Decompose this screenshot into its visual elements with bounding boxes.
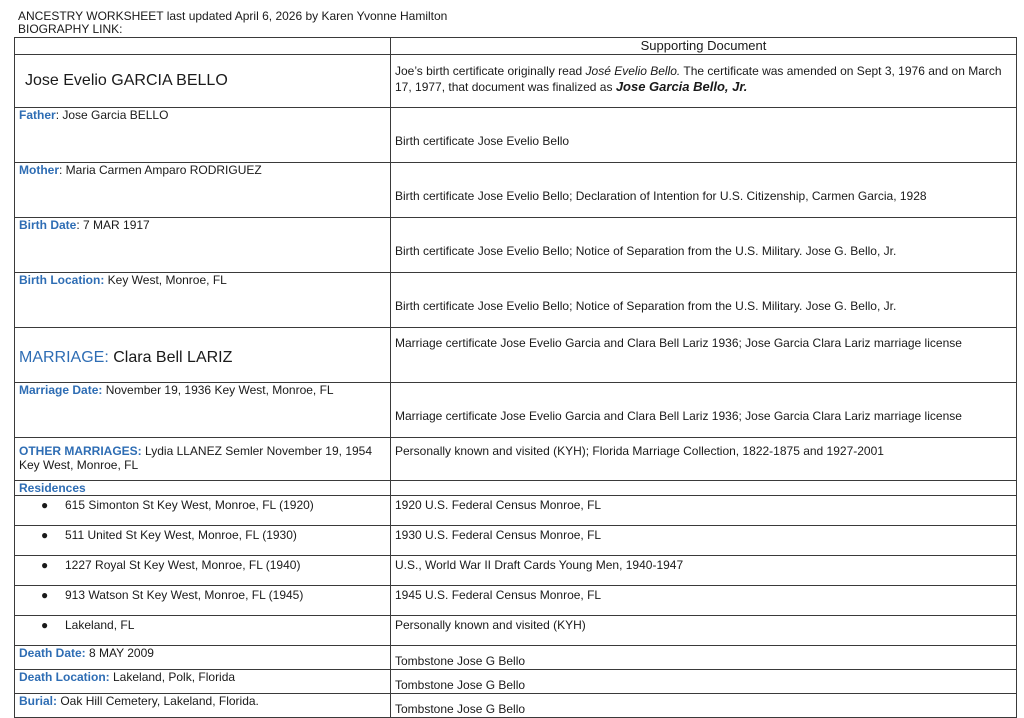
person-name: Jose Evelio GARCIA BELLO: [25, 72, 228, 89]
father-row: [15, 108, 1017, 163]
residence-cell: [15, 496, 391, 526]
marriage-date-label: Marriage Date:: [19, 383, 103, 397]
bullet-icon: ●: [41, 618, 49, 632]
biography-link-label: BIOGRAPHY LINK:: [18, 22, 123, 36]
birth-location-value: Key West, Monroe, FL: [104, 273, 227, 287]
birth-date-value: : 7 MAR 1917: [76, 218, 150, 232]
birth-location-doc: Birth certificate Jose Evelio Bello; Notice of Separation from the U.S. Military. Jose G. Bello, Jr.: [391, 273, 1017, 328]
mother-label: Mother: [19, 163, 59, 177]
residence-cell: [15, 616, 391, 646]
residences-header-empty: [391, 481, 1017, 496]
other-marriages-doc: Personally known and visited (KYH); Florida Marriage Collection, 1822-1875 and 1927-2001: [391, 438, 1017, 481]
residence-cell: [15, 526, 391, 556]
other-marriages-cell: [15, 438, 391, 481]
birth-location-row: [15, 273, 1017, 328]
marriage-value: Clara Bell LARIZ: [108, 349, 233, 366]
marriage-date-cell: [15, 383, 391, 438]
residence-row: [15, 616, 1017, 646]
name-row: [15, 55, 1017, 108]
birth-date-label: Birth Date: [19, 218, 77, 232]
residence-row: [15, 496, 1017, 526]
death-date-row: [15, 646, 1017, 670]
marriage-date-row: [15, 383, 1017, 438]
mother-cell: [15, 163, 391, 218]
residence-place: 511 United St Key West, Monroe, FL (1930): [65, 528, 297, 542]
name-doc-text: Joe’s birth certificate originally read: [395, 64, 586, 78]
residence-doc: Personally known and visited (KYH): [391, 616, 1017, 646]
bullet-icon: ●: [41, 558, 49, 572]
ancestry-table: [14, 37, 1017, 718]
residence-doc: U.S., World War II Draft Cards Young Men, 1940-1947: [391, 556, 1017, 586]
residence-cell: [15, 586, 391, 616]
marriage-date-doc: Marriage certificate Jose Evelio Garcia and Clara Bell Lariz 1936; Jose Garcia Clara Lariz marriage license: [391, 383, 1017, 438]
marriage-cell: [15, 328, 391, 383]
residence-row: [15, 586, 1017, 616]
original-name-italic: José Evelio Bello.: [585, 64, 681, 78]
death-location-label: Death Location:: [19, 670, 110, 684]
father-doc: Birth certificate Jose Evelio Bello: [391, 108, 1017, 163]
birth-date-doc: Birth certificate Jose Evelio Bello; Notice of Separation from the U.S. Military. Jose G. Bello, Jr.: [391, 218, 1017, 273]
worksheet-header: [18, 10, 447, 36]
death-date-doc: Tombstone Jose G Bello: [391, 646, 1017, 670]
birth-location-cell: [15, 273, 391, 328]
burial-cell: [15, 694, 391, 718]
residence-doc: 1930 U.S. Federal Census Monroe, FL: [391, 526, 1017, 556]
other-marriages-row: [15, 438, 1017, 481]
person-name-cell: [15, 55, 391, 108]
birth-date-cell: [15, 218, 391, 273]
table-header-row: [15, 38, 1017, 55]
name-doc-text-2: The certificate was amended on Sept 3, 1976 and on March 17, 1977, that document was finalized as: [395, 64, 1002, 94]
death-date-cell: [15, 646, 391, 670]
residences-label: Residences: [19, 481, 86, 495]
birth-date-row: [15, 218, 1017, 273]
death-location-row: [15, 670, 1017, 694]
birth-location-label: Birth Location:: [19, 273, 105, 287]
marriage-label: MARRIAGE:: [19, 349, 109, 366]
father-value: : Jose Garcia BELLO: [55, 108, 169, 122]
other-marriages-value: Lydia LLANEZ Semler November 19, 1954 Key West, Monroe, FL: [19, 444, 373, 472]
death-location-value: Lakeland, Polk, Florida: [109, 670, 236, 684]
burial-doc: Tombstone Jose G Bello: [391, 694, 1017, 718]
residence-doc: 1945 U.S. Federal Census Monroe, FL: [391, 586, 1017, 616]
header-empty-cell: [15, 38, 391, 55]
death-date-value: 8 MAY 2009: [85, 646, 154, 660]
residence-place: 615 Simonton St Key West, Monroe, FL (1920): [65, 498, 314, 512]
death-location-doc: Tombstone Jose G Bello: [391, 670, 1017, 694]
burial-label: Burial:: [19, 694, 58, 708]
worksheet-title: ANCESTRY WORKSHEET last updated April 6, 2026 by Karen Yvonne Hamilton: [18, 9, 448, 23]
name-doc-cell: [391, 55, 1017, 108]
marriage-doc: Marriage certificate Jose Evelio Garcia and Clara Bell Lariz 1936; Jose Garcia Clara Lariz marriage license: [391, 328, 1017, 383]
mother-doc: Birth certificate Jose Evelio Bello; Declaration of Intention for U.S. Citizenship, Carmen Garcia, 1928: [391, 163, 1017, 218]
bullet-icon: ●: [41, 498, 49, 512]
residence-row: [15, 526, 1017, 556]
marriage-row: [15, 328, 1017, 383]
residence-place: 1227 Royal St Key West, Monroe, FL (1940): [65, 558, 301, 572]
mother-row: [15, 163, 1017, 218]
residences-header-row: [15, 481, 1017, 496]
father-cell: [15, 108, 391, 163]
supporting-document-header: Supporting Document: [391, 38, 1017, 55]
bullet-icon: ●: [41, 528, 49, 542]
residences-label-cell: [15, 481, 391, 496]
death-date-label: Death Date:: [19, 646, 86, 660]
residence-doc: 1920 U.S. Federal Census Monroe, FL: [391, 496, 1017, 526]
marriage-date-value: November 19, 1936 Key West, Monroe, FL: [102, 383, 334, 397]
father-label: Father: [19, 108, 56, 122]
death-location-cell: [15, 670, 391, 694]
final-name-bold: Jose Garcia Bello, Jr.: [615, 79, 748, 94]
burial-value: Oak Hill Cemetery, Lakeland, Florida.: [57, 694, 259, 708]
residence-cell: [15, 556, 391, 586]
residence-row: [15, 556, 1017, 586]
other-marriages-label: OTHER MARRIAGES:: [19, 444, 142, 458]
mother-value: : Maria Carmen Amparo RODRIGUEZ: [59, 163, 262, 177]
residence-place: 913 Watson St Key West, Monroe, FL (1945): [65, 588, 304, 602]
residence-place: Lakeland, FL: [65, 618, 135, 632]
bullet-icon: ●: [41, 588, 49, 602]
burial-row: [15, 694, 1017, 718]
